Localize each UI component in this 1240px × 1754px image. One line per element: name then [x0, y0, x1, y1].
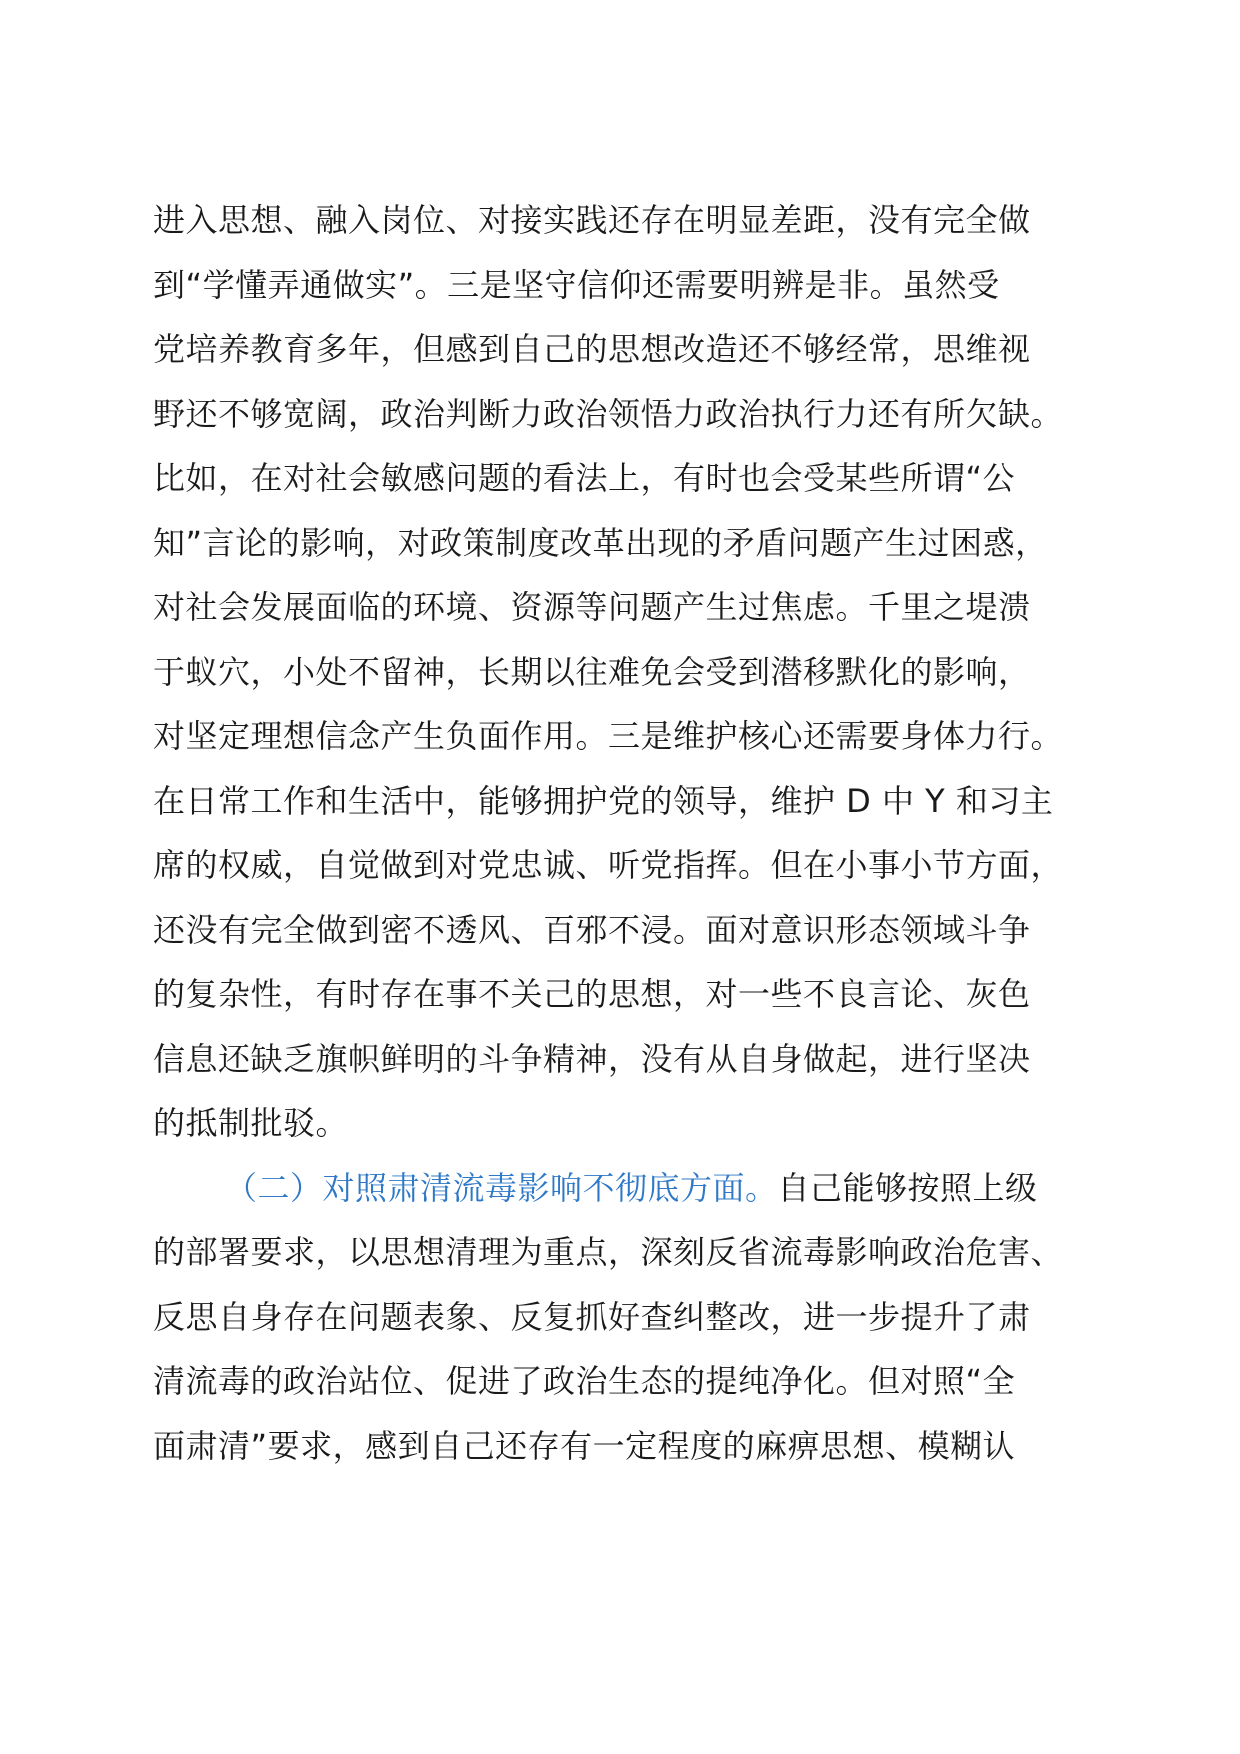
text-line: 的复杂性，有时存在事不关己的思想，对一些不良言论、灰色 [153, 975, 1031, 1013]
text-line: 于蚁穴，小处不留神，长期以往难免会受到潜移默化的影响， [153, 652, 1031, 691]
text-line: 进入思想、融入岗位、对接实践还存在明显差距，没有完全做 [153, 201, 1031, 239]
section-2-heading: （二）对照肃清流毒影响不彻底方面。 [225, 1168, 778, 1207]
text-line: 对社会发展面临的环境、资源等问题产生过焦虑。千里之堤溃 [153, 588, 1031, 626]
text-line: 在日常工作和生活中，能够拥护党的领导，维护 D 中 Y 和习主 [153, 781, 1054, 820]
text-line: 比如，在对社会敏感问题的看法上，有时也会受某些所谓“公 [153, 459, 1016, 497]
text-line: 知”言论的影响，对政策制度改革出现的矛盾问题产生过困惑， [153, 523, 1048, 562]
text-line: 党培养教育多年，但感到自己的思想改造还不够经常，思维视 [153, 330, 1031, 368]
section-2-first-line [153, 1156, 1113, 1221]
text-line: 对坚定理想信念产生负面作用。三是维护核心还需要身体力行。 [153, 717, 1064, 755]
paragraph-1 [153, 188, 1113, 1478]
text-line: 反思自身存在问题表象、反复抓好查纠整改，进一步提升了肃 [153, 1297, 1031, 1336]
text-line: 到“学懂弄通做实”。三是坚守信仰还需要明辨是非。虽然受 [153, 265, 1000, 304]
text-line: 还没有完全做到密不透风、百邪不浸。面对意识形态领域斗争 [153, 910, 1031, 949]
text-line: 信息还缺乏旗帜鲜明的斗争精神，没有从自身做起，进行坚决 [153, 1039, 1031, 1078]
text-line: 面肃清”要求，感到自己还存有一定程度的麻痹思想、模糊认 [153, 1426, 1016, 1465]
section-2-first-line-text: 自己能够按照上级 [777, 1168, 1038, 1207]
text-line: 的部署要求，以思想清理为重点，深刻反省流毒影响政治危害、 [153, 1233, 1064, 1271]
text-line: 野还不够宽阔，政治判断力政治领悟力政治执行力还有所欠缺。 [153, 394, 1064, 433]
text-line: 的抵制批驳。 [153, 1104, 349, 1142]
text-line: 席的权威，自觉做到对党忠诚、听党指挥。但在小事小节方面， [153, 846, 1064, 884]
text-line: 清流毒的政治站位、促进了政治生态的提纯净化。但对照“全 [153, 1362, 1016, 1400]
